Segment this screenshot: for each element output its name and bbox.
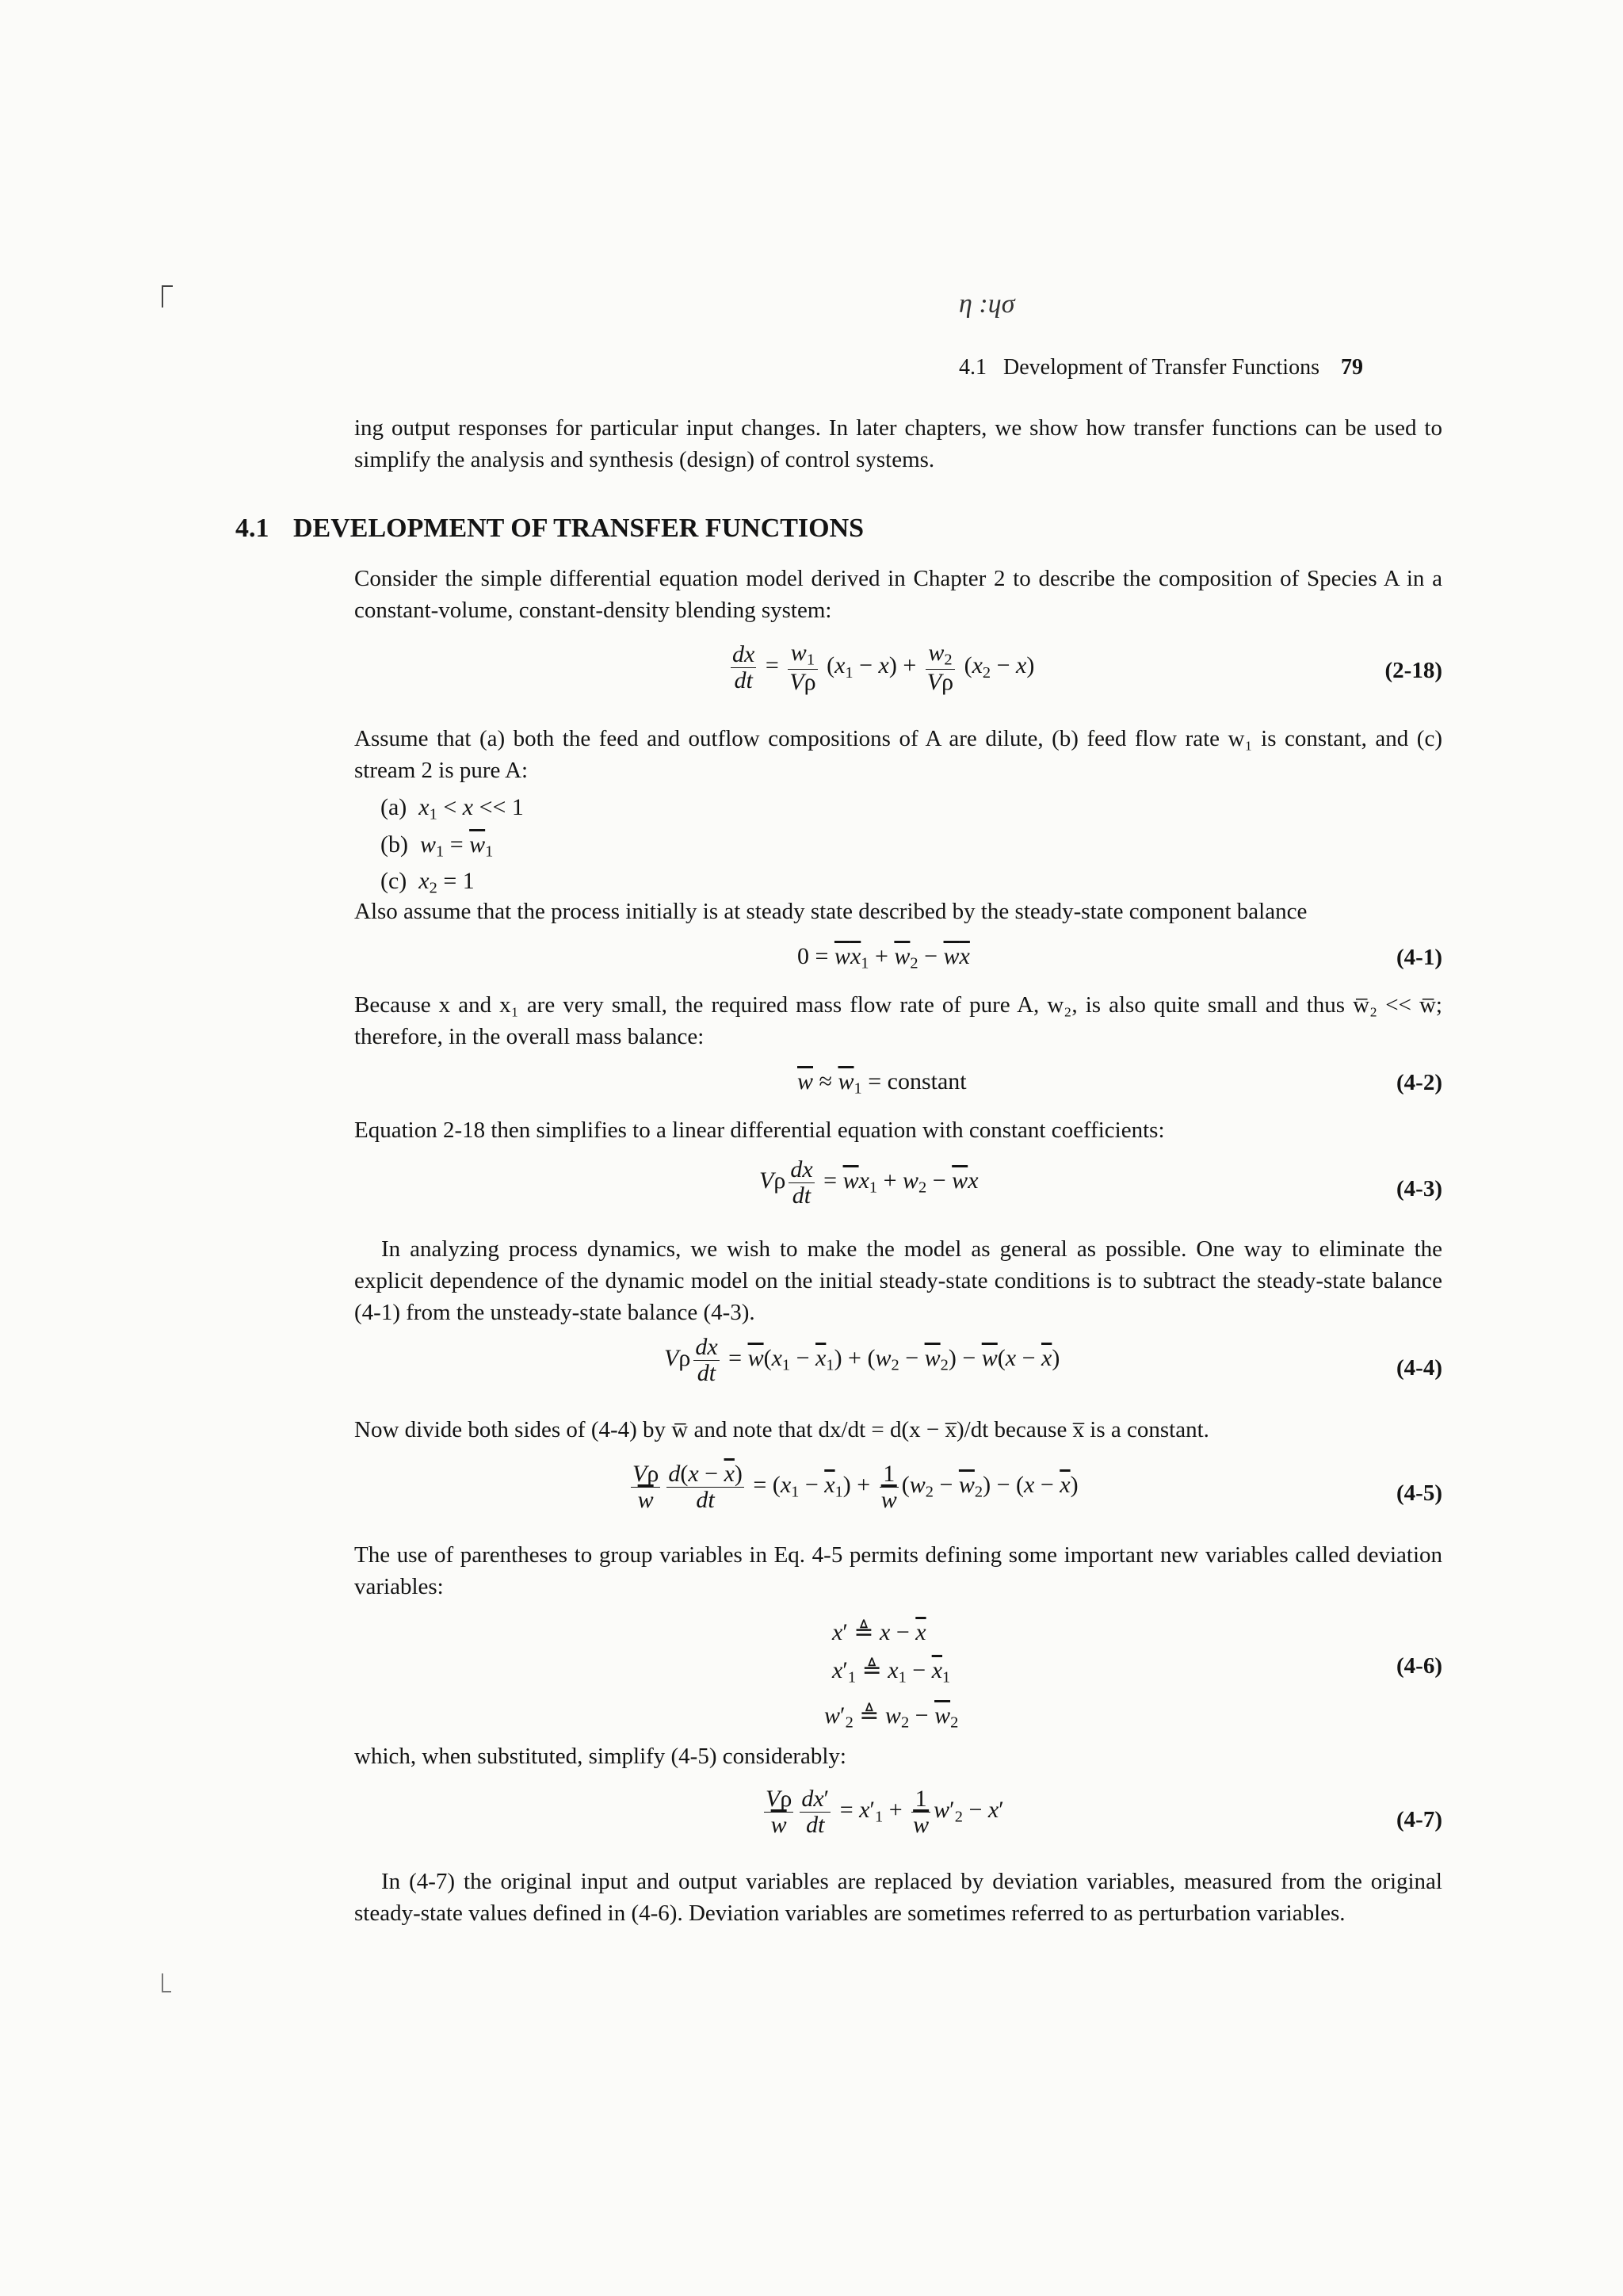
section-heading: [235, 514, 864, 544]
assumption-c: (c) $x_2 = 1$: [380, 868, 475, 898]
corner-mark-bottom-left: [162, 1973, 171, 1992]
corner-mark-top-left: [162, 285, 173, 308]
deviation-w2: $w'_2$ ≜ $w_2 - \overline{w}_2$: [824, 1702, 959, 1732]
equation-number-4-7: (4-7): [1396, 1807, 1442, 1832]
page-number: 79: [1340, 355, 1363, 380]
paragraph-simplifies: Equation 2-18 then simplifies to a linear differential equation with constant coefficients:: [354, 1117, 1165, 1143]
handwritten-page-note: η :ɥσ: [959, 289, 1015, 319]
section-title: DEVELOPMENT OF TRANSFER FUNCTIONS: [293, 514, 865, 543]
equation-4-1: $0 = \overline{w}\overline{x}_1 + \overline{w}_2 - \overline{w}\overline{x}$: [797, 943, 970, 972]
equation-4-4: Vρ $\frac{dx}{dt}$ = $\overline{w}(x_1 - \overline{x}_1) + (w_2 - \overline{w}_2) - \overline{w}(x - \overline{x})$: [664, 1334, 1060, 1386]
header-section-number: 4.1: [959, 355, 987, 380]
equation-4-3: Vρ $\frac{dx}{dt}$ = $\overline{w}x_1 + w_2 - \overline{w}x$: [759, 1156, 979, 1209]
paragraph-final: In (4-7) the original input and output variables are replaced by deviation variables, measured from the original steady-state values defined in (4-6). Deviation variables are sometimes referred to as perturbation variables.: [354, 1869, 1442, 1926]
paragraph-assumptions: Assume that (a) both the feed and outflow compositions of A are dilute, (b) feed flow rate w₁ is constant, and (c) stream 2 is pure A:: [354, 726, 1442, 783]
equation-4-6: [824, 1614, 958, 1741]
header-title: Development of Transfer Functions: [1003, 355, 1319, 380]
paragraph-analyzing: In analyzing process dynamics, we wish to make the model as general as possible. One way to eliminate the explicit dependence of the dynamic model on the initial steady-state conditions is to subtract the steady-state balance (4-1) from the unsteady-state balance (4-3).: [354, 1236, 1442, 1325]
paragraph-substituted: which, when substituted, simplify (4-5) considerably:: [354, 1744, 846, 1769]
paragraph-deviation-variables: The use of parentheses to group variables in Eq. 4-5 permits defining some important new variables called deviation variables:: [354, 1542, 1442, 1599]
paragraph-model-intro: Consider the simple differential equation model derived in Chapter 2 to describe the composition of Species A in a constant-volume, constant-density blending system:: [354, 566, 1442, 623]
assumption-a: (a) $x_1 < x << 1$: [380, 794, 524, 823]
equation-number-4-2: (4-2): [1396, 1070, 1442, 1095]
equation-4-7: $\frac{V\rho}{w}$ $\frac{dx'}{dt}$ = $x'_1$ + $\frac{1}{w}$ $w'_2 - x'$: [766, 1786, 1004, 1838]
deviation-x1: $x'_1$ ≜ $x_1 - \overline{x}_1$: [832, 1657, 951, 1687]
paragraph-steady-state: Also assume that the process initially is at steady state described by the steady-state component balance: [354, 899, 1308, 924]
paragraph-because: Because x and x₁ are very small, the required mass flow rate of pure A, w₂, is also quite small and thus w̅₂ << w̅; therefore, in the overall mass balance:: [354, 992, 1442, 1049]
intro-paragraph: ing output responses for particular input changes. In later chapters, we show how transfer functions can be used to simplify the analysis and synthesis (design) of control systems.: [354, 415, 1442, 472]
equation-number-4-5: (4-5): [1396, 1480, 1442, 1506]
assumption-b: (b) $w_1 = \overline{w}_1$: [380, 831, 494, 861]
equation-4-5: $\frac{V\rho}{w}$ $\frac{d(x - \overline{x})}{dt}$ = $(x_1 - \overline{x}_1)$ + $\frac{1}{w}$ $(w_2 - \overline{w}_2) - (x - \overline{x})$: [632, 1461, 1079, 1513]
equation-number-4-3: (4-3): [1396, 1176, 1442, 1201]
equation-number-4-1: (4-1): [1396, 945, 1442, 970]
running-header: [959, 355, 1444, 380]
deviation-x: x′ ≜ $x - \overline{x}$: [832, 1619, 926, 1645]
assumptions-list: [380, 793, 524, 904]
equation-number-2-18: (2-18): [1384, 658, 1442, 683]
equation-4-2: $\overline{w} \approx \overline{w}_1$ = constant: [797, 1068, 967, 1098]
equation-number-4-6: (4-6): [1396, 1653, 1442, 1679]
section-number: 4.1: [235, 514, 269, 543]
equation-2-18: $\frac{dx}{dt}$ = $\frac{w_1}{V\rho}$ $(x_1 - x)$ + $\frac{w_2}{V\rho}$ $(x_2 - x)$: [732, 640, 1035, 696]
equation-number-4-4: (4-4): [1396, 1355, 1442, 1381]
paragraph-divide: Now divide both sides of (4-4) by w̅ and note that dx/dt = d(x − x̅)/dt because x̅ is a constant.: [354, 1417, 1209, 1442]
